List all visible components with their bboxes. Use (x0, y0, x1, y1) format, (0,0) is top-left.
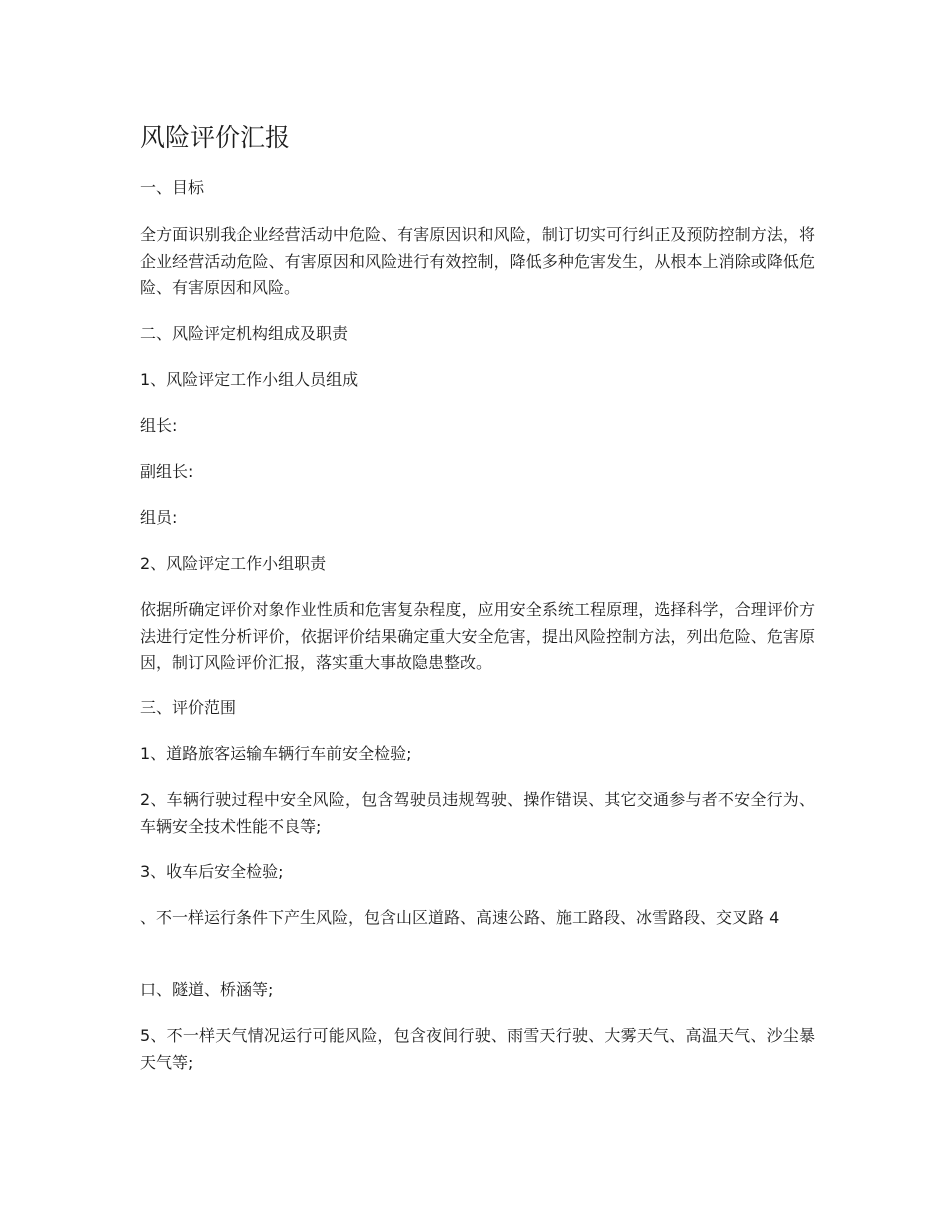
scope-item-5: 5、不一样天气情况运行可能风险，包含夜间行驶、雨雪天行驶、大雾天气、高温天气、沙尘暴天气等; (140, 1026, 815, 1072)
section-heading-scope: 三、评价范围 (140, 698, 237, 717)
scope-item-3: 3、收车后安全检验; (140, 862, 284, 881)
subsection-heading-team-duties: 2、风险评定工作小组职责 (140, 554, 327, 573)
paragraph-objectives-body: 全方面识别我企业经营活动中危险、有害原因识和风险，制订切实可行纠正及预防控制方法，将企业经营活动危险、有害原因和风险进行有效控制，降低多种危害发生，从根本上消除或降低危险、有害原因和风险。 (140, 225, 815, 297)
scope-item-4: 、不一样运行条件下产生风险，包含山区道路、高速公路、施工路段、冰雪路段、交叉路 4 (140, 908, 780, 927)
subsection-heading-team-members: 1、风险评定工作小组人员组成 (140, 370, 359, 389)
field-team-leader: 组长: (140, 416, 178, 435)
field-deputy-leader: 副组长: (140, 462, 194, 481)
field-team-members: 组员: (140, 508, 178, 527)
section-heading-organization: 二、风险评定机构组成及职责 (140, 324, 349, 343)
paragraph-team-duties-body: 依据所确定评价对象作业性质和危害复杂程度，应用安全系统工程原理，选择科学，合理评价方法进行定性分析评价，依据评价结果确定重大安全危害，提出风险控制方法，列出危险、危害原因，制订风险评价汇报，落实重大事故隐患整改。 (140, 600, 815, 672)
document-title: 风险评价汇报 (140, 123, 291, 152)
scope-item-2: 2、车辆行驶过程中安全风险，包含驾驶员违规驾驶、操作错误、其它交通参与者不安全行为、车辆安全技术性能不良等; (140, 790, 815, 836)
scope-item-4-continued: 口、隧道、桥涵等; (140, 980, 274, 999)
scope-item-1: 1、道路旅客运输车辆行车前安全检验; (140, 744, 412, 763)
section-heading-objectives: 一、目标 (140, 178, 205, 197)
